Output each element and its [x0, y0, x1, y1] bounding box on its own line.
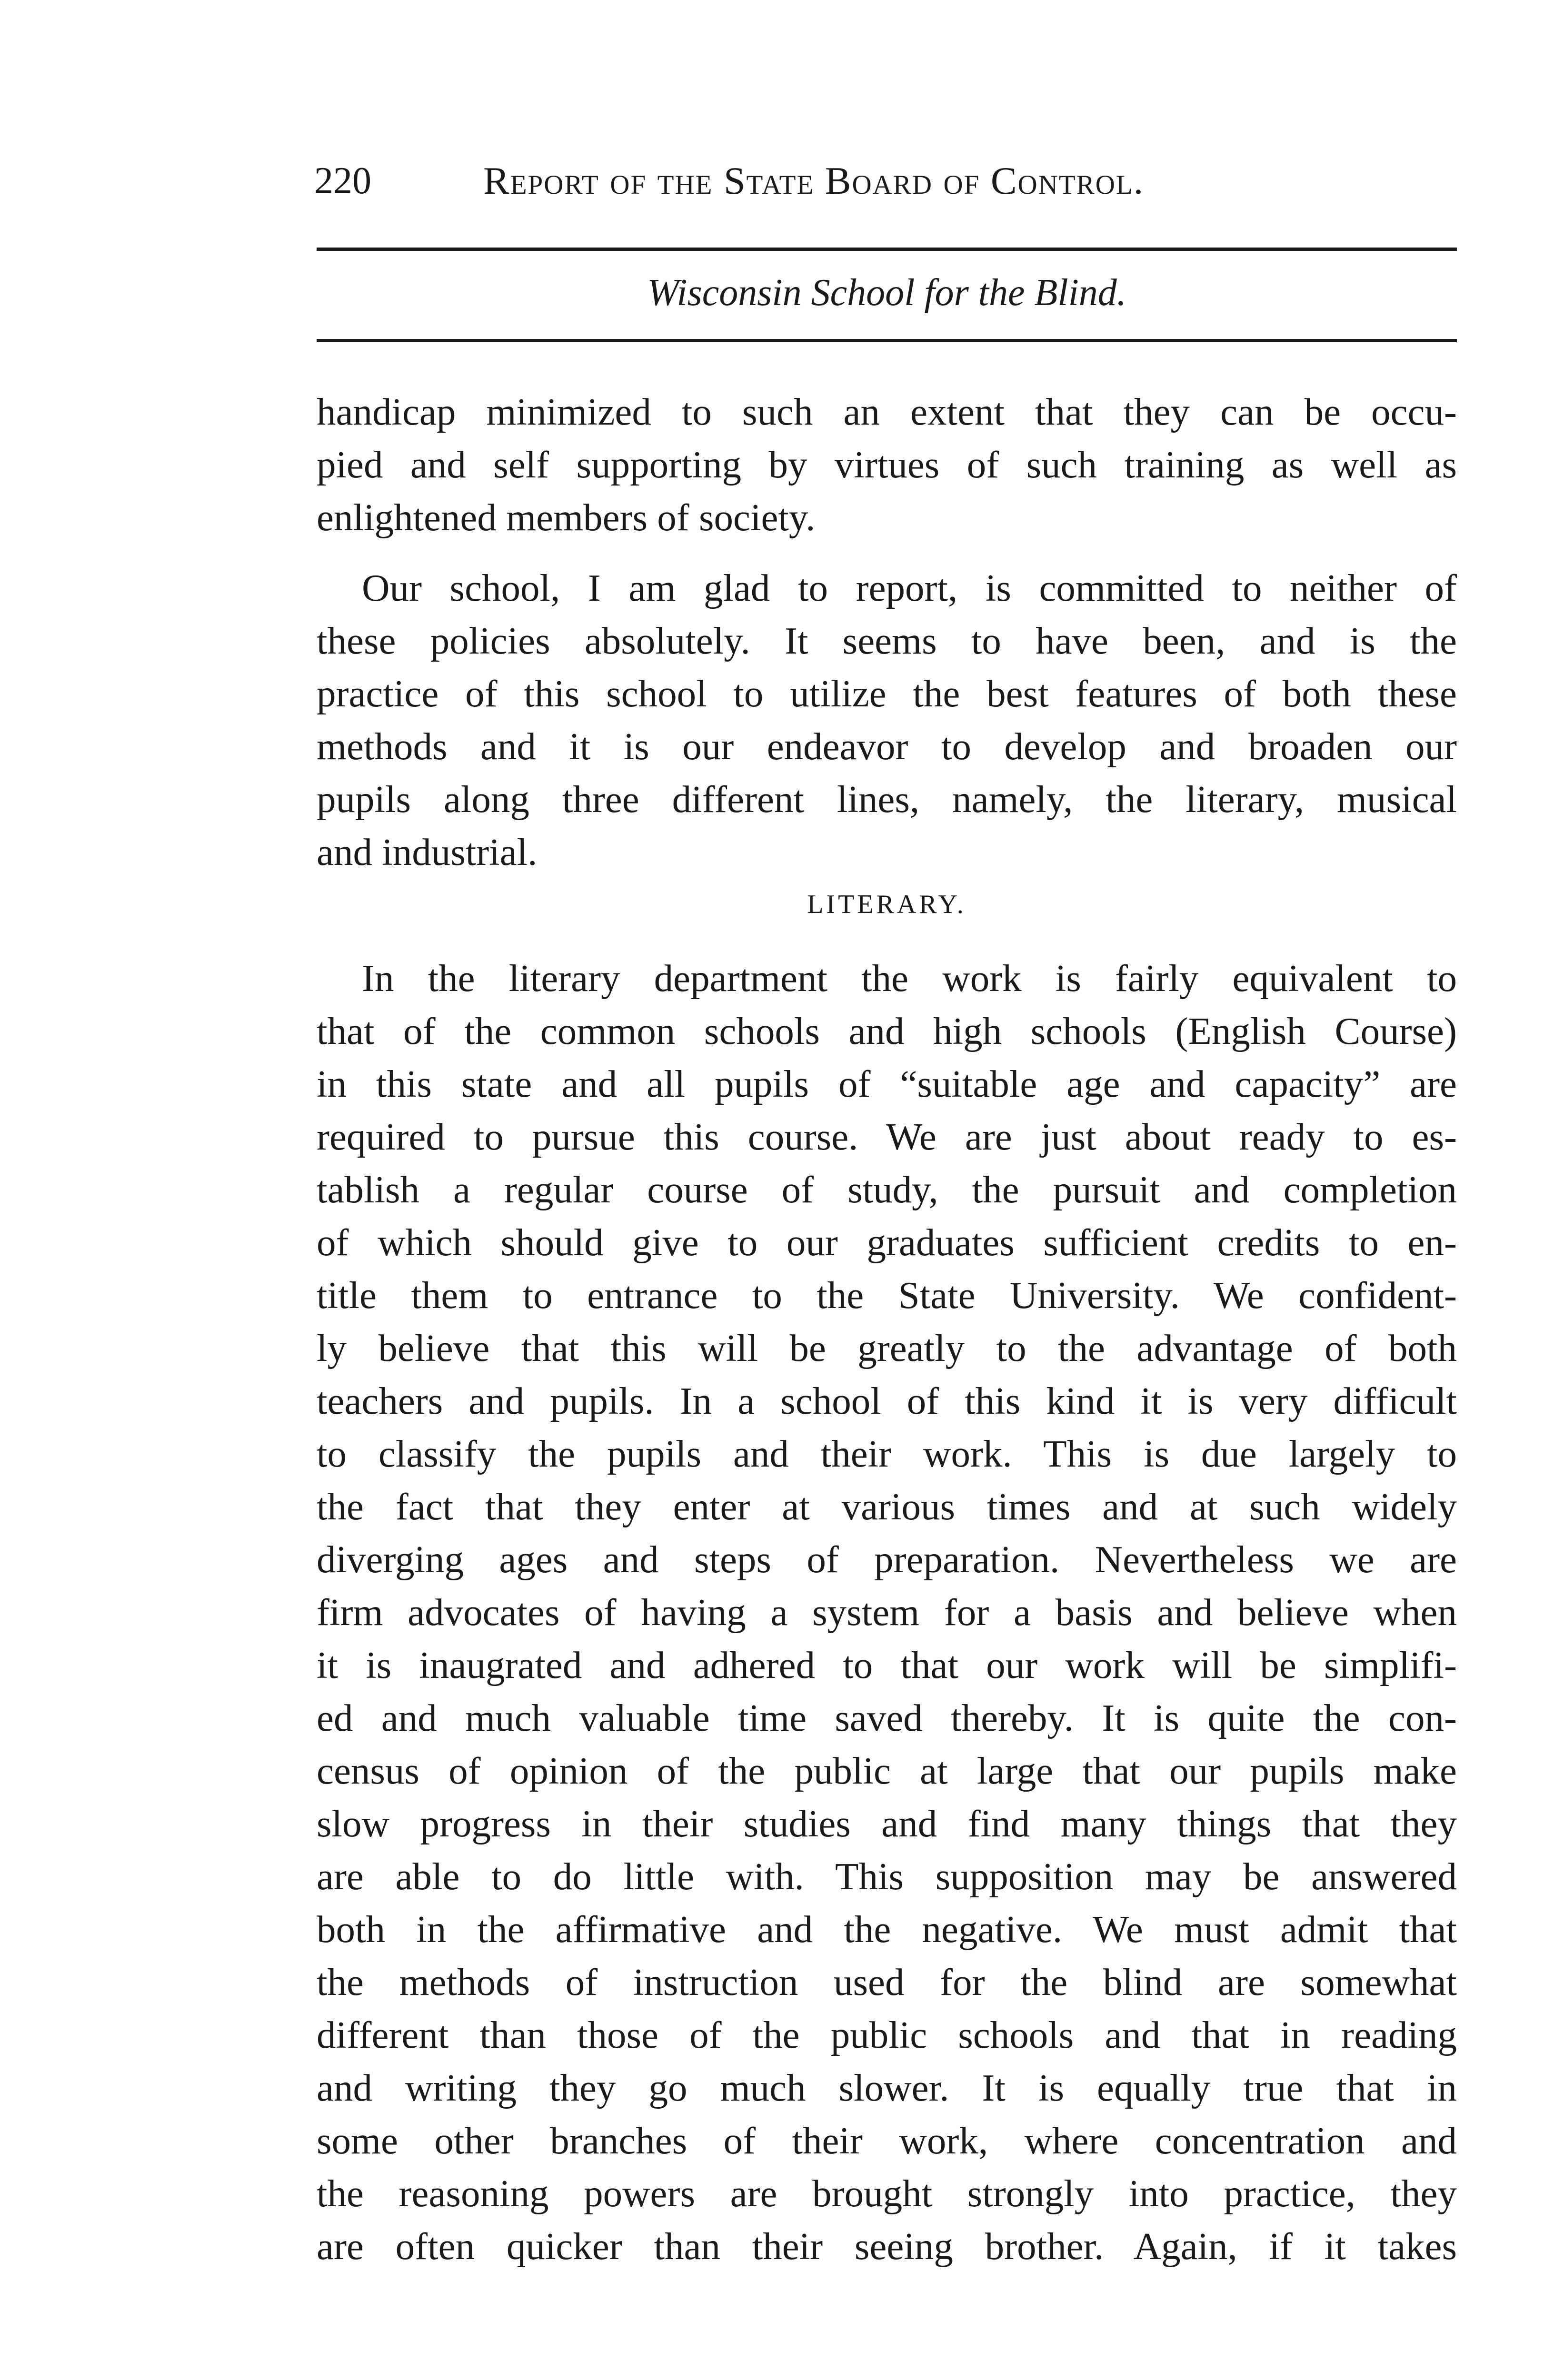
text-line: different than those of the public schools and that in reading [317, 2013, 1457, 2056]
subheading-literary: LITERARY. [807, 890, 966, 919]
text-line: these policies absolutely. It seems to have been, and is the [317, 619, 1457, 662]
text-line: it is inaugrated and adhered to that our work will be simplifi- [317, 1644, 1457, 1686]
text-line: slow progress in their studies and find many things that they [317, 1802, 1457, 1845]
text-line: are able to do little with. This supposition may be answered [317, 1855, 1457, 1898]
header-rule-top [317, 248, 1457, 251]
text-line: ly believe that this will be greatly to the advantage of both [317, 1327, 1457, 1369]
paragraph-literary [317, 952, 1457, 2273]
text-line: title them to entrance to the State University. We confident- [317, 1274, 1457, 1317]
text-line: In the literary department the work is fairly equivalent to [362, 957, 1457, 1000]
text-line: that of the common schools and high schools (English Course) [317, 1010, 1457, 1052]
text-line: both in the affirmative and the negative. We must admit that [317, 1908, 1457, 1951]
text-line: the methods of instruction used for the blind are somewhat [317, 1961, 1457, 2003]
text-line: firm advocates of having a system for a basis and believe when [317, 1591, 1457, 1634]
text-line: to classify the pupils and their work. This is due largely to [317, 1432, 1457, 1475]
text-line: and writing they go much slower. It is equally true that in [317, 2066, 1457, 2109]
paragraph-school-policy [317, 562, 1457, 879]
text-line: diverging ages and steps of preparation. Nevertheless we are [317, 1538, 1457, 1581]
text-line: in this state and all pupils of “suitable age and capacity” are [317, 1062, 1457, 1105]
text-line: methods and it is our endeavor to develop and broaden our [317, 725, 1457, 768]
text-line: the fact that they enter at various times and at such widely [317, 1485, 1457, 1528]
journal-title: Report of the State Board of Control. [483, 159, 1145, 202]
text-line: some other branches of their work, where concentration and [317, 2119, 1457, 2162]
text-line: and industrial. [317, 831, 538, 873]
section-title: Wisconsin School for the Blind. [647, 272, 1126, 314]
text-line: Our school, I am glad to report, is committed to neither of [362, 566, 1457, 609]
paragraph-continued [317, 386, 1457, 544]
text-line: tablish a regular course of study, the pursuit and completion [317, 1168, 1457, 1211]
text-line: enlightened members of society. [317, 496, 816, 539]
text-line: of which should give to our graduates sufficient credits to en- [317, 1221, 1457, 1264]
text-line: teachers and pupils. In a school of this kind it is very difficult [317, 1379, 1457, 1422]
text-line: required to pursue this course. We are just about ready to es- [317, 1115, 1457, 1158]
text-line: are often quicker than their seeing brother. Again, if it takes [317, 2225, 1457, 2268]
header-rule-bottom [317, 339, 1457, 342]
text-line: pied and self supporting by virtues of such training as well as [317, 443, 1457, 486]
text-line: practice of this school to utilize the best features of both these [317, 672, 1457, 715]
running-head [314, 152, 1457, 209]
text-line: ed and much valuable time saved thereby. It is quite the con- [317, 1696, 1457, 1739]
text-line: pupils along three different lines, namely, the literary, musical [317, 778, 1457, 821]
text-line: census of opinion of the public at large that our pupils make [317, 1749, 1457, 1792]
text-line: handicap minimized to such an extent that they can be occu- [317, 390, 1457, 433]
page-number: 220 [314, 160, 371, 202]
text-line: the reasoning powers are brought strongly into practice, they [317, 2172, 1457, 2215]
